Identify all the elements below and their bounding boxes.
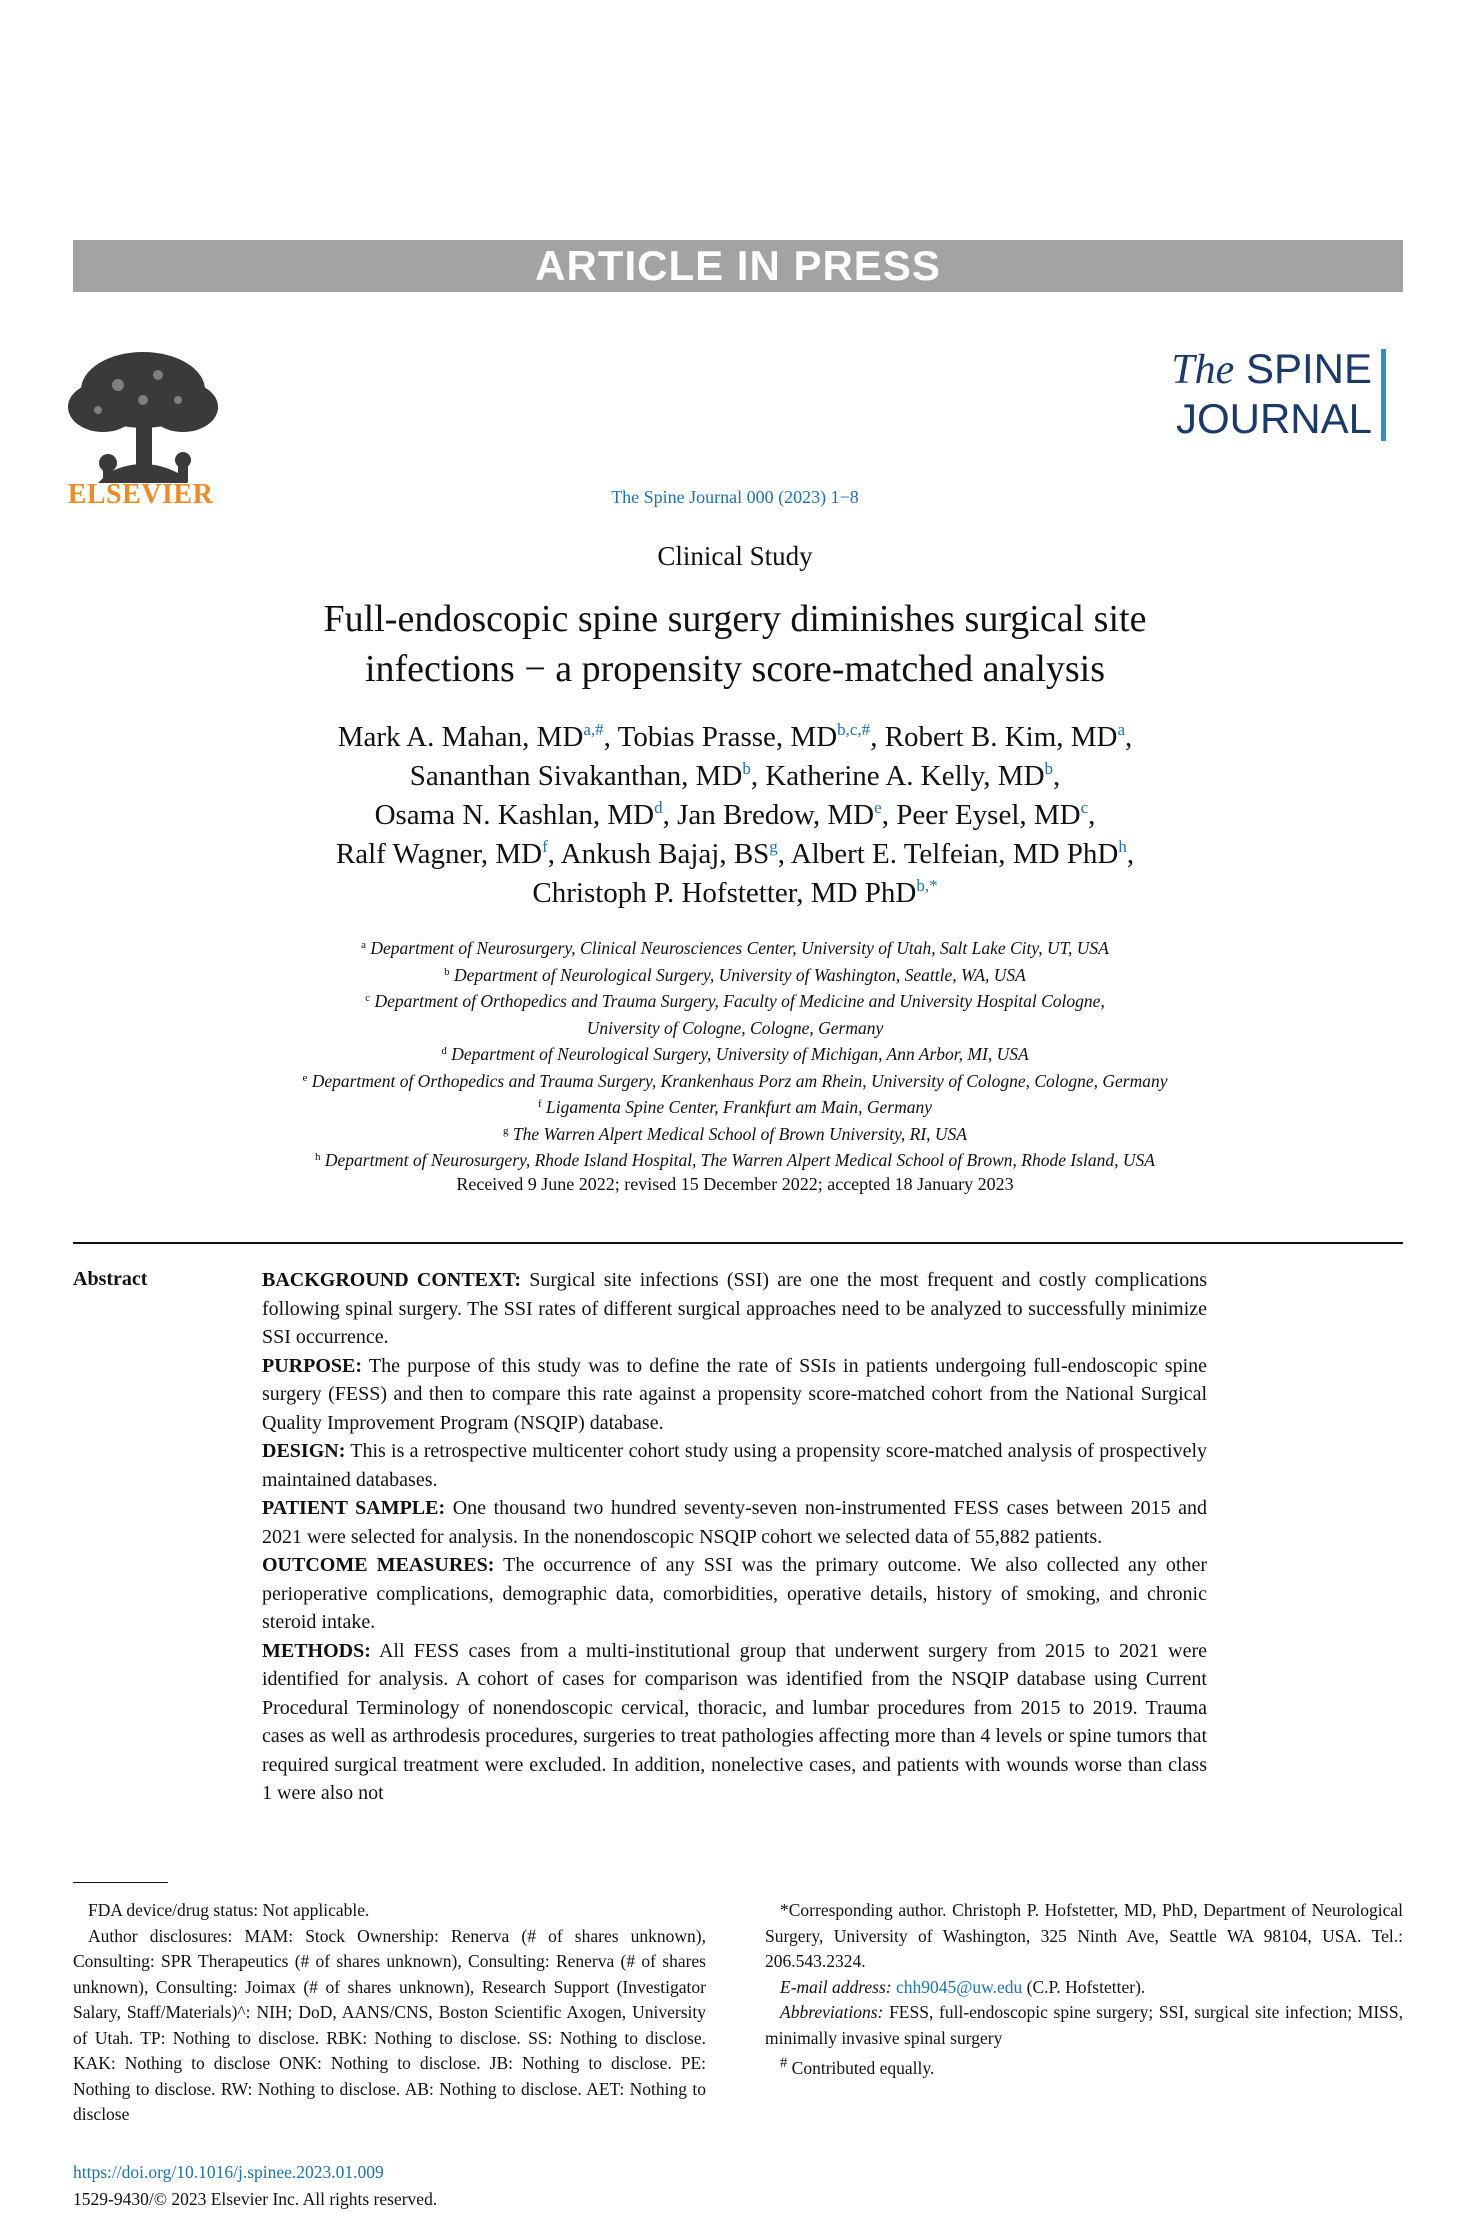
author-sep: ,: [1126, 838, 1135, 870]
author-name: Tobias Prasse, MD: [617, 721, 838, 753]
author-affil-link[interactable]: b,c,#: [837, 720, 871, 739]
affiliation-item-cont: University of Cologne, Cologne, Germany: [586, 1017, 884, 1038]
footnote: Author disclosures: MAM: Stock Ownership: Renerva (# of shares unknown), Consulting: SPR Therapeutics (# of shares unknown), Consulting: Renerva (# of shares unknown), Consulting: Joimax (# of shares unknown), Research Support (Investigator Salary, Staff/Materials)^: NIH; DoD, AANS/CNS, Boston Scientific Axogen, University of Utah. TP: Nothing to disclose. RBK: Nothing to disclose. SS: Nothing to disclose. KAK: Nothing to disclose ONK: Nothing to disclose. JB: Nothing to disclose. PE: Nothing to disclose. RW: Nothing to disclose. AB: Nothing to disclose. AET: Nothing to disclose: [73, 1925, 706, 2124]
abstract-paragraph: [262, 1551, 1207, 1637]
affiliation-text: Department of Neurological Surgery, University of Michigan, Ann Arbor, MI, USA: [451, 1044, 1029, 1064]
abstract-text: The purpose of this study was to define the rate of SSIs in patients undergoing full-endoscopic spine surgery (FESS) and then to compare this rate against a propensity score-matched cohort from the National Surgical Quality Improvement Program (NSQIP) database.: [262, 1354, 1208, 1434]
email-link[interactable]: chh9045@uw.edu: [896, 1976, 1023, 1997]
abstract-text: Surgical site infections (SSI) are one the most frequent and costly complications following spinal surgery. The SSI rates of different surgical approaches need to be analyzed to successfully minimize SSI occurrence.: [262, 1269, 1207, 1348]
author-affil-link[interactable]: c: [1080, 798, 1089, 817]
abstract-paragraph: [262, 1266, 1207, 1352]
author-affil-link[interactable]: b: [742, 759, 751, 778]
abstract-heading: METHODS:: [262, 1639, 371, 1662]
affiliation-text: Department of Neurosurgery, Rhode Island Hospital, The Warren Alpert Medical School of Brown, Rhode Island, USA: [324, 1150, 1155, 1170]
journal-logo: [1160, 345, 1400, 445]
author-sep: ,: [881, 799, 897, 831]
journal-reference-link[interactable]: The Spine Journal 000 (2023) 1−8: [611, 487, 859, 507]
affiliation-mark: c: [365, 992, 371, 1004]
abbreviations-note: [765, 2000, 1403, 2051]
footnotes-right: [765, 1898, 1403, 2081]
email-label: E-mail address:: [780, 1976, 892, 1997]
affiliation-text: The Warren Alpert Medical School of Brown University, RI, USA: [512, 1123, 967, 1144]
journal-logo-line1: [1171, 345, 1372, 394]
author-affil-link[interactable]: b,*: [916, 876, 938, 895]
affiliation-mark: e: [302, 1071, 308, 1084]
footnote-divider: [73, 1882, 168, 1883]
abstract-heading: DESIGN:: [262, 1440, 346, 1462]
author-affil-link[interactable]: h: [1118, 837, 1127, 856]
author-affil-link[interactable]: g: [769, 837, 778, 856]
affiliation-item: [120, 935, 1350, 962]
author-sep: ,: [603, 721, 618, 753]
article-title: [200, 594, 1270, 694]
author-name: Jan Bredow, MD: [677, 799, 875, 831]
doi-link[interactable]: https://doi.org/10.1016/j.spinee.2023.01.009: [73, 2162, 384, 2182]
author-name: Albert E. Telfeian, MD PhD: [790, 838, 1119, 870]
affiliation-mark: d: [441, 1045, 447, 1057]
abstract-heading: OUTCOME MEASURES:: [262, 1554, 495, 1576]
author-affil-link[interactable]: b: [1044, 759, 1054, 778]
author-line: [200, 757, 1270, 796]
author-line: [200, 835, 1270, 874]
author-sep: ,: [1088, 799, 1096, 831]
abstract-heading: PATIENT SAMPLE:: [262, 1497, 446, 1519]
abstract-paragraph: [262, 1637, 1207, 1808]
abbreviations-text: FESS, full-endoscopic spine surgery; SSI, surgical site infection; MISS, minimally invasive spinal surgery: [765, 2002, 1404, 2048]
footnote: FDA device/drug status: Not applicable.: [88, 1900, 370, 1920]
footnotes-left: [73, 1898, 706, 2128]
abstract-paragraph: [262, 1437, 1207, 1494]
author-affil-link[interactable]: d: [654, 798, 663, 817]
article-in-press-banner: [73, 240, 1403, 292]
author-affil-link[interactable]: f: [542, 837, 548, 856]
affiliation-item: [120, 1068, 1350, 1095]
journal-logo-line2: JOURNAL: [1175, 395, 1372, 442]
affiliation-text: Department of Neurosurgery, Clinical Neurosciences Center, University of Utah, Salt Lake City, UT, USA: [370, 938, 1109, 958]
affiliation-item: [120, 1121, 1350, 1148]
contributed-mark: #: [780, 2055, 788, 2071]
affiliation-item: [120, 1147, 1350, 1174]
author-name: Ralf Wagner, MD: [335, 838, 543, 870]
author-name: Osama N. Kashlan, MD: [374, 799, 655, 831]
author-sep: ,: [1125, 721, 1133, 753]
article-type: Clinical Study: [657, 541, 813, 571]
abstract-heading: BACKGROUND CONTEXT:: [262, 1269, 521, 1291]
affiliation-item: [120, 1041, 1350, 1068]
author-affil-link[interactable]: a: [1117, 720, 1126, 739]
email-suffix: (C.P. Hofstetter).: [1026, 1976, 1146, 1997]
author-name: Sananthan Sivakanthan, MD: [409, 760, 743, 792]
title-line-1: Full-endoscopic spine surgery diminishes surgical site: [323, 598, 1147, 640]
author-sep: ,: [547, 838, 561, 870]
affiliation-text: Department of Orthopedics and Trauma Surgery, Faculty of Medicine and University Hospital Cologne,: [374, 991, 1105, 1011]
title-line-2: infections − a propensity score-matched analysis: [364, 648, 1106, 690]
author-affil-link[interactable]: a,#: [583, 720, 604, 739]
email-note: [765, 1975, 1403, 2001]
received-dates: Received 9 June 2022; revised 15 December 2022; accepted 18 January 2023: [456, 1174, 1014, 1194]
affiliation-item: [120, 1094, 1350, 1121]
banner-text: ARTICLE IN PRESS: [535, 242, 941, 289]
abstract-text: One thousand two hundred seventy-seven non-instrumented FESS cases between 2015 and 2021 were selected for analysis. In the nonendoscopic NSQIP cohort we selected data of 55,882 patients.: [262, 1497, 1208, 1548]
affiliations: [120, 935, 1350, 1174]
affiliation-mark: f: [538, 1098, 542, 1110]
contributed-note: [765, 2051, 1403, 2081]
affiliation-item: [120, 962, 1350, 989]
abstract-paragraph: [262, 1352, 1207, 1438]
author-sep: ,: [662, 799, 678, 831]
abbreviations-label: Abbreviations:: [780, 2002, 884, 2022]
author-line: [200, 796, 1270, 835]
author-line: [200, 718, 1270, 757]
section-divider: [73, 1242, 1403, 1244]
affiliation-item: [120, 988, 1350, 1015]
affiliation-mark: g: [502, 1124, 509, 1137]
author-name: Christoph P. Hofstetter, MD PhD: [532, 877, 917, 909]
author-name: Katherine A. Kelly, MD: [765, 760, 1045, 792]
corresponding-author-note: *Corresponding author. Christoph P. Hofstetter, MD, PhD, Department of Neurological Surgery, University of Washington, 325 Ninth Ave, Seattle WA 98104, USA. Tel.: 206.543.2324.: [765, 1900, 1403, 1971]
affiliation-text: Department of Orthopedics and Trauma Surgery, Krankenhaus Porz am Rhein, University of Cologne, Cologne, Germany: [311, 1070, 1168, 1091]
author-sep: ,: [870, 721, 885, 753]
affiliation-text: Ligamenta Spine Center, Frankfurt am Main, Germany: [546, 1097, 932, 1117]
author-sep: ,: [1053, 760, 1061, 792]
abstract-text: The occurrence of any SSI was the primary outcome. We also collected any other perioperative complications, demographic data, comorbidities, operative details, history of smoking, and chronic steroid intake.: [262, 1554, 1207, 1633]
author-affil-link[interactable]: e: [874, 798, 882, 817]
author-name: Mark A. Mahan, MD: [337, 721, 584, 753]
affiliation-text: Department of Neurological Surgery, University of Washington, Seattle, WA, USA: [454, 964, 1026, 985]
abstract-text: All FESS cases from a multi-institutional group that underwent surgery from 2015 to 2021 were identified for analysis. A cohort of cases for comparison was identified from the NSQIP database using Current Procedural Terminology of nonendoscopic cervical, thoracic, and lumbar procedures from 2015 to 2019. Trauma cases as well as arthrodesis procedures, surgeries to treat pathologies affecting more than 4 levels or spine tumors that required surgical treatment were excluded. In addition, nonelective cases, and patients with wounds worse than class 1 were also not: [262, 1639, 1207, 1804]
abstract-body: [262, 1266, 1207, 1808]
author-line: [200, 874, 1270, 913]
author-sep: ,: [750, 760, 766, 792]
elsevier-wordmark: ELSEVIER: [67, 479, 214, 510]
affiliation-mark: a: [361, 939, 366, 951]
abstract-heading: PURPOSE:: [262, 1354, 362, 1377]
author-name: Peer Eysel, MD: [896, 799, 1081, 831]
affiliation-mark: h: [315, 1151, 321, 1163]
abstract-text: This is a retrospective multicenter cohort study using a propensity score-matched analysis of prospectively maintained databases.: [262, 1440, 1208, 1491]
affiliation-mark: b: [444, 965, 450, 978]
abstract-label: Abstract: [73, 1268, 148, 1290]
author-sep: ,: [777, 838, 791, 870]
author-name: Robert B. Kim, MD: [884, 721, 1118, 753]
abstract-paragraph: [262, 1494, 1207, 1551]
copyright: 1529-9430/© 2023 Elsevier Inc. All rights reserved.: [73, 2189, 438, 2209]
journal-logo-the: The: [1171, 347, 1235, 393]
contributed-text: Contributed equally.: [791, 2057, 935, 2078]
journal-logo-spine: SPINE: [1245, 345, 1372, 392]
author-name: Ankush Bajaj, BS: [560, 838, 770, 870]
journal-logo-bar: [1381, 349, 1386, 441]
author-list: [200, 718, 1270, 913]
